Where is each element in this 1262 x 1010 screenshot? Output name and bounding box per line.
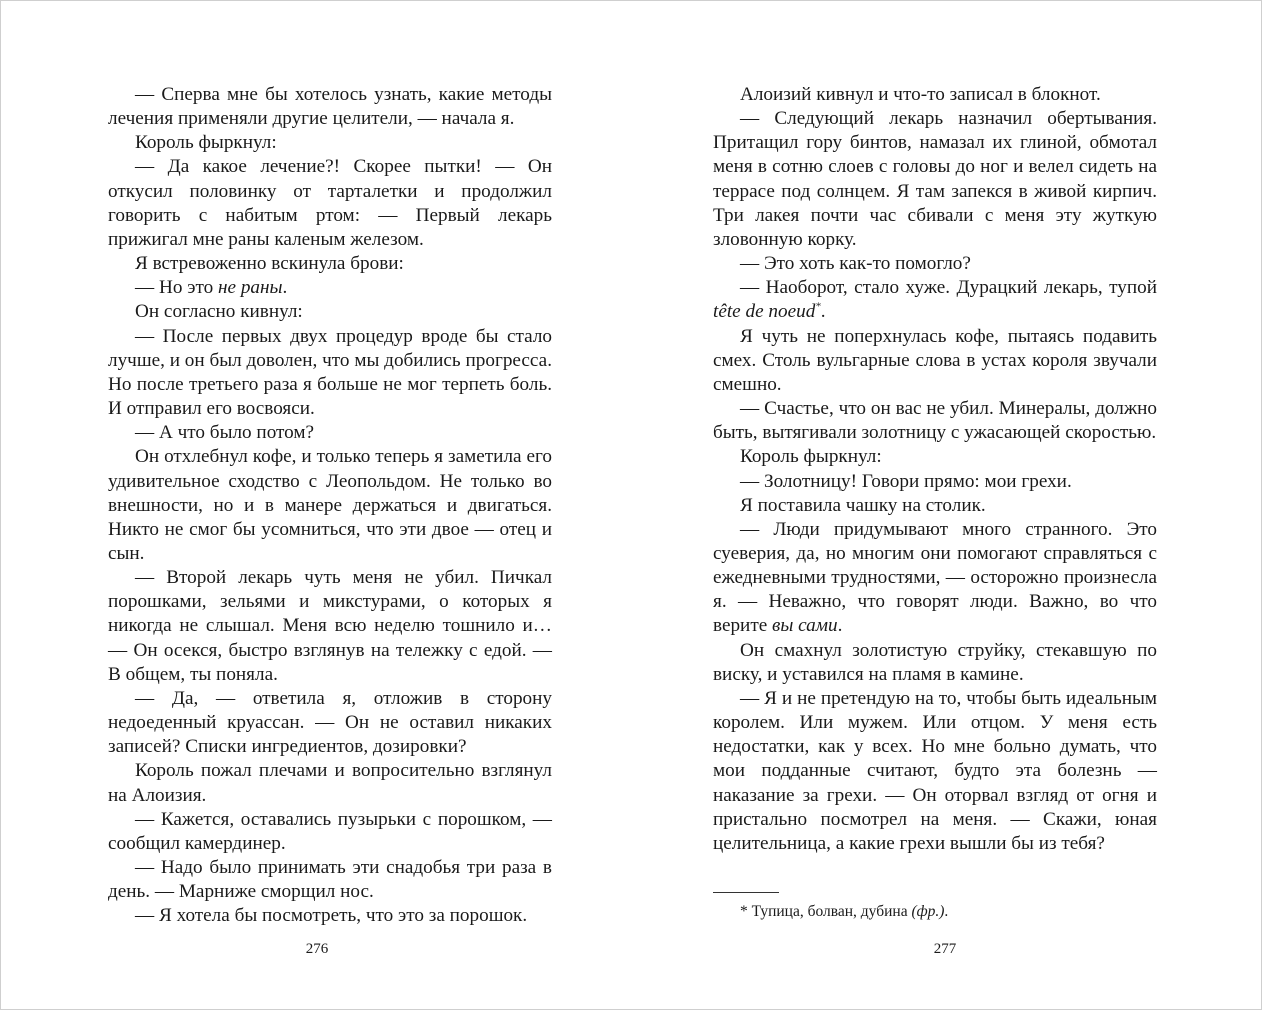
text-run: Король фыркнул: — [740, 446, 882, 468]
text-run: Он смахнул золотистую струйку, стекавшую по виску, и уставился на пламя в камине. — [713, 639, 1157, 685]
text-run: — Наоборот, стало хуже. Дурацкий лекарь, тупой — [740, 277, 1157, 299]
text-run: Я поставила чашку на столик. — [740, 494, 986, 516]
text-run: — А что было потом? — [135, 422, 315, 444]
paragraph — [713, 325, 1157, 397]
paragraph — [108, 445, 552, 566]
text-run: — Да какое лечение?! Скорее пытки! — Он откусил половинку от тарталетки и продолжил говорить с набитым ртом: — Первый лекарь прижигал мне раны каленым железом. — [108, 156, 552, 250]
text-run: — Да, — ответила я, отложив в сторону недоеденный круассан. — Он не оставил никаких записей? Списки ингредиентов, дозировки? — [108, 687, 552, 758]
text-run: * Тупица, болван, дубина — [740, 903, 912, 920]
paragraph — [108, 808, 552, 856]
left-page-text — [108, 83, 552, 928]
paragraph — [108, 300, 552, 324]
page-number-left: 276 — [305, 941, 329, 957]
text-run: — Я и не претендую на то, чтобы быть идеальным королем. Или мужем. Или отцом. У меня есть недостатки, как у всех. Но мне больно думать, что мои подданные считают, будто эта болезнь — наказание за грехи. — Он оторвал взгляд от огня и пристально посмотрел на меня. — Скажи, юная целительница, а какие грехи вышли бы из тебя? — [713, 687, 1157, 854]
paragraph — [108, 759, 552, 807]
text-run: Алоизий кивнул и что-то записал в блокнот. — [740, 84, 1101, 105]
text-run: — Но это — [135, 277, 218, 299]
paragraph — [108, 276, 552, 300]
text-run: . — [820, 301, 826, 323]
paragraph — [108, 252, 552, 276]
paragraph — [108, 687, 552, 759]
text-run: — Я хотела бы посмотреть, что это за порошок. — [135, 905, 528, 927]
text-run: . — [837, 615, 843, 637]
paragraph — [713, 252, 1157, 276]
italic-text: не раны — [218, 277, 283, 299]
text-run: — Люди придумывают много странного. Это суеверия, да, но многим они помогают справляться с ежедневными трудностями, — осторожно произнесла я. — Неважно, что говорят люди. Важно, во что верите — [713, 518, 1157, 637]
text-run: — Это хоть как-то помогло? — [740, 253, 971, 275]
text-run: — После первых двух процедур вроде бы стало лучше, и он был доволен, что мы добились прогресса. Но после третьего раза я больше не мог терпеть боль. И отправил его восвояси. — [108, 325, 552, 420]
text-run: Он согласно кивнул: — [135, 301, 303, 323]
right-page-text — [713, 83, 1157, 922]
paragraph — [713, 276, 1157, 324]
paragraph — [108, 83, 552, 131]
text-run: Король пожал плечами и вопросительно взглянул на Алоизия. — [108, 760, 552, 806]
text-run: — Золотницу! Говори прямо: мои грехи. — [740, 470, 1072, 492]
text-run: — Кажется, оставались пузырьки с порошком, — сообщил камердинер. — [108, 808, 552, 854]
text-run: — Следующий лекарь назначил обертывания. Притащил гору бинтов, намазал их глиной, обмотал меня в сотню слоев с головы до ног и велел сидеть на террасе под солнцем. Я там запекся в живой кирпич. Три лакея почти час сбивали с меня эту жуткую зловонную корку. — [713, 108, 1157, 250]
italic-text: tête de noeud — [713, 301, 816, 323]
paragraph — [108, 421, 552, 445]
paragraph — [108, 856, 552, 904]
paragraph — [713, 518, 1157, 639]
paragraph — [108, 566, 552, 687]
italic-text: вы сами — [772, 615, 838, 637]
footnote — [713, 902, 1157, 922]
text-run: Король фыркнул: — [135, 132, 277, 154]
footnote-marker: * — [815, 301, 821, 314]
paragraph — [713, 445, 1157, 469]
paragraph — [108, 325, 552, 422]
paragraph — [108, 155, 552, 252]
text-run: . — [282, 277, 288, 299]
text-run: Я чуть не поперхнулась кофе, пытаясь подавить смех. Столь вульгарные слова в устах короля звучали смешно. — [713, 325, 1157, 395]
paragraph — [713, 470, 1157, 494]
text-run: . — [944, 903, 949, 920]
text-run: — Надо было принимать эти снадобья три раза в день. — Марниже сморщил нос. — [108, 857, 552, 903]
paragraph — [713, 494, 1157, 518]
paragraph — [713, 639, 1157, 687]
text-run: Я встревоженно вскинула брови: — [135, 253, 404, 275]
text-run: — Счастье, что он вас не убил. Минералы, должно быть, вытягивали золотницу с ужасающей скоростью. — [713, 398, 1157, 444]
paragraph — [713, 687, 1157, 856]
paragraph — [713, 83, 1157, 107]
paragraph — [108, 131, 552, 155]
paragraph — [713, 397, 1157, 445]
paragraph — [713, 107, 1157, 252]
text-run: — Сперва мне бы хотелось узнать, какие методы лечения применяли другие целители, — начала я. — [108, 84, 552, 130]
page-number-right: 277 — [933, 941, 957, 957]
footnote-divider — [713, 892, 779, 893]
paragraph — [108, 904, 552, 928]
text-run: — Второй лекарь чуть меня не убил. Пичкал порошками, зельями и микстурами, о которых я никогда не слышал. Меня всю неделю тошнило и… — Он осекся, быстро взглянув на тележку с едой. — В общем, ты поняла. — [108, 567, 552, 685]
text-run: Он отхлебнул кофе, и только теперь я заметила его удивительное сходство с Леопольдом. Не только во внешности, но и в манере держаться и двигаться. Никто не смог бы усомниться, что эти двое — отец и сын. — [108, 446, 552, 564]
italic-text: (фр.) — [911, 903, 945, 920]
